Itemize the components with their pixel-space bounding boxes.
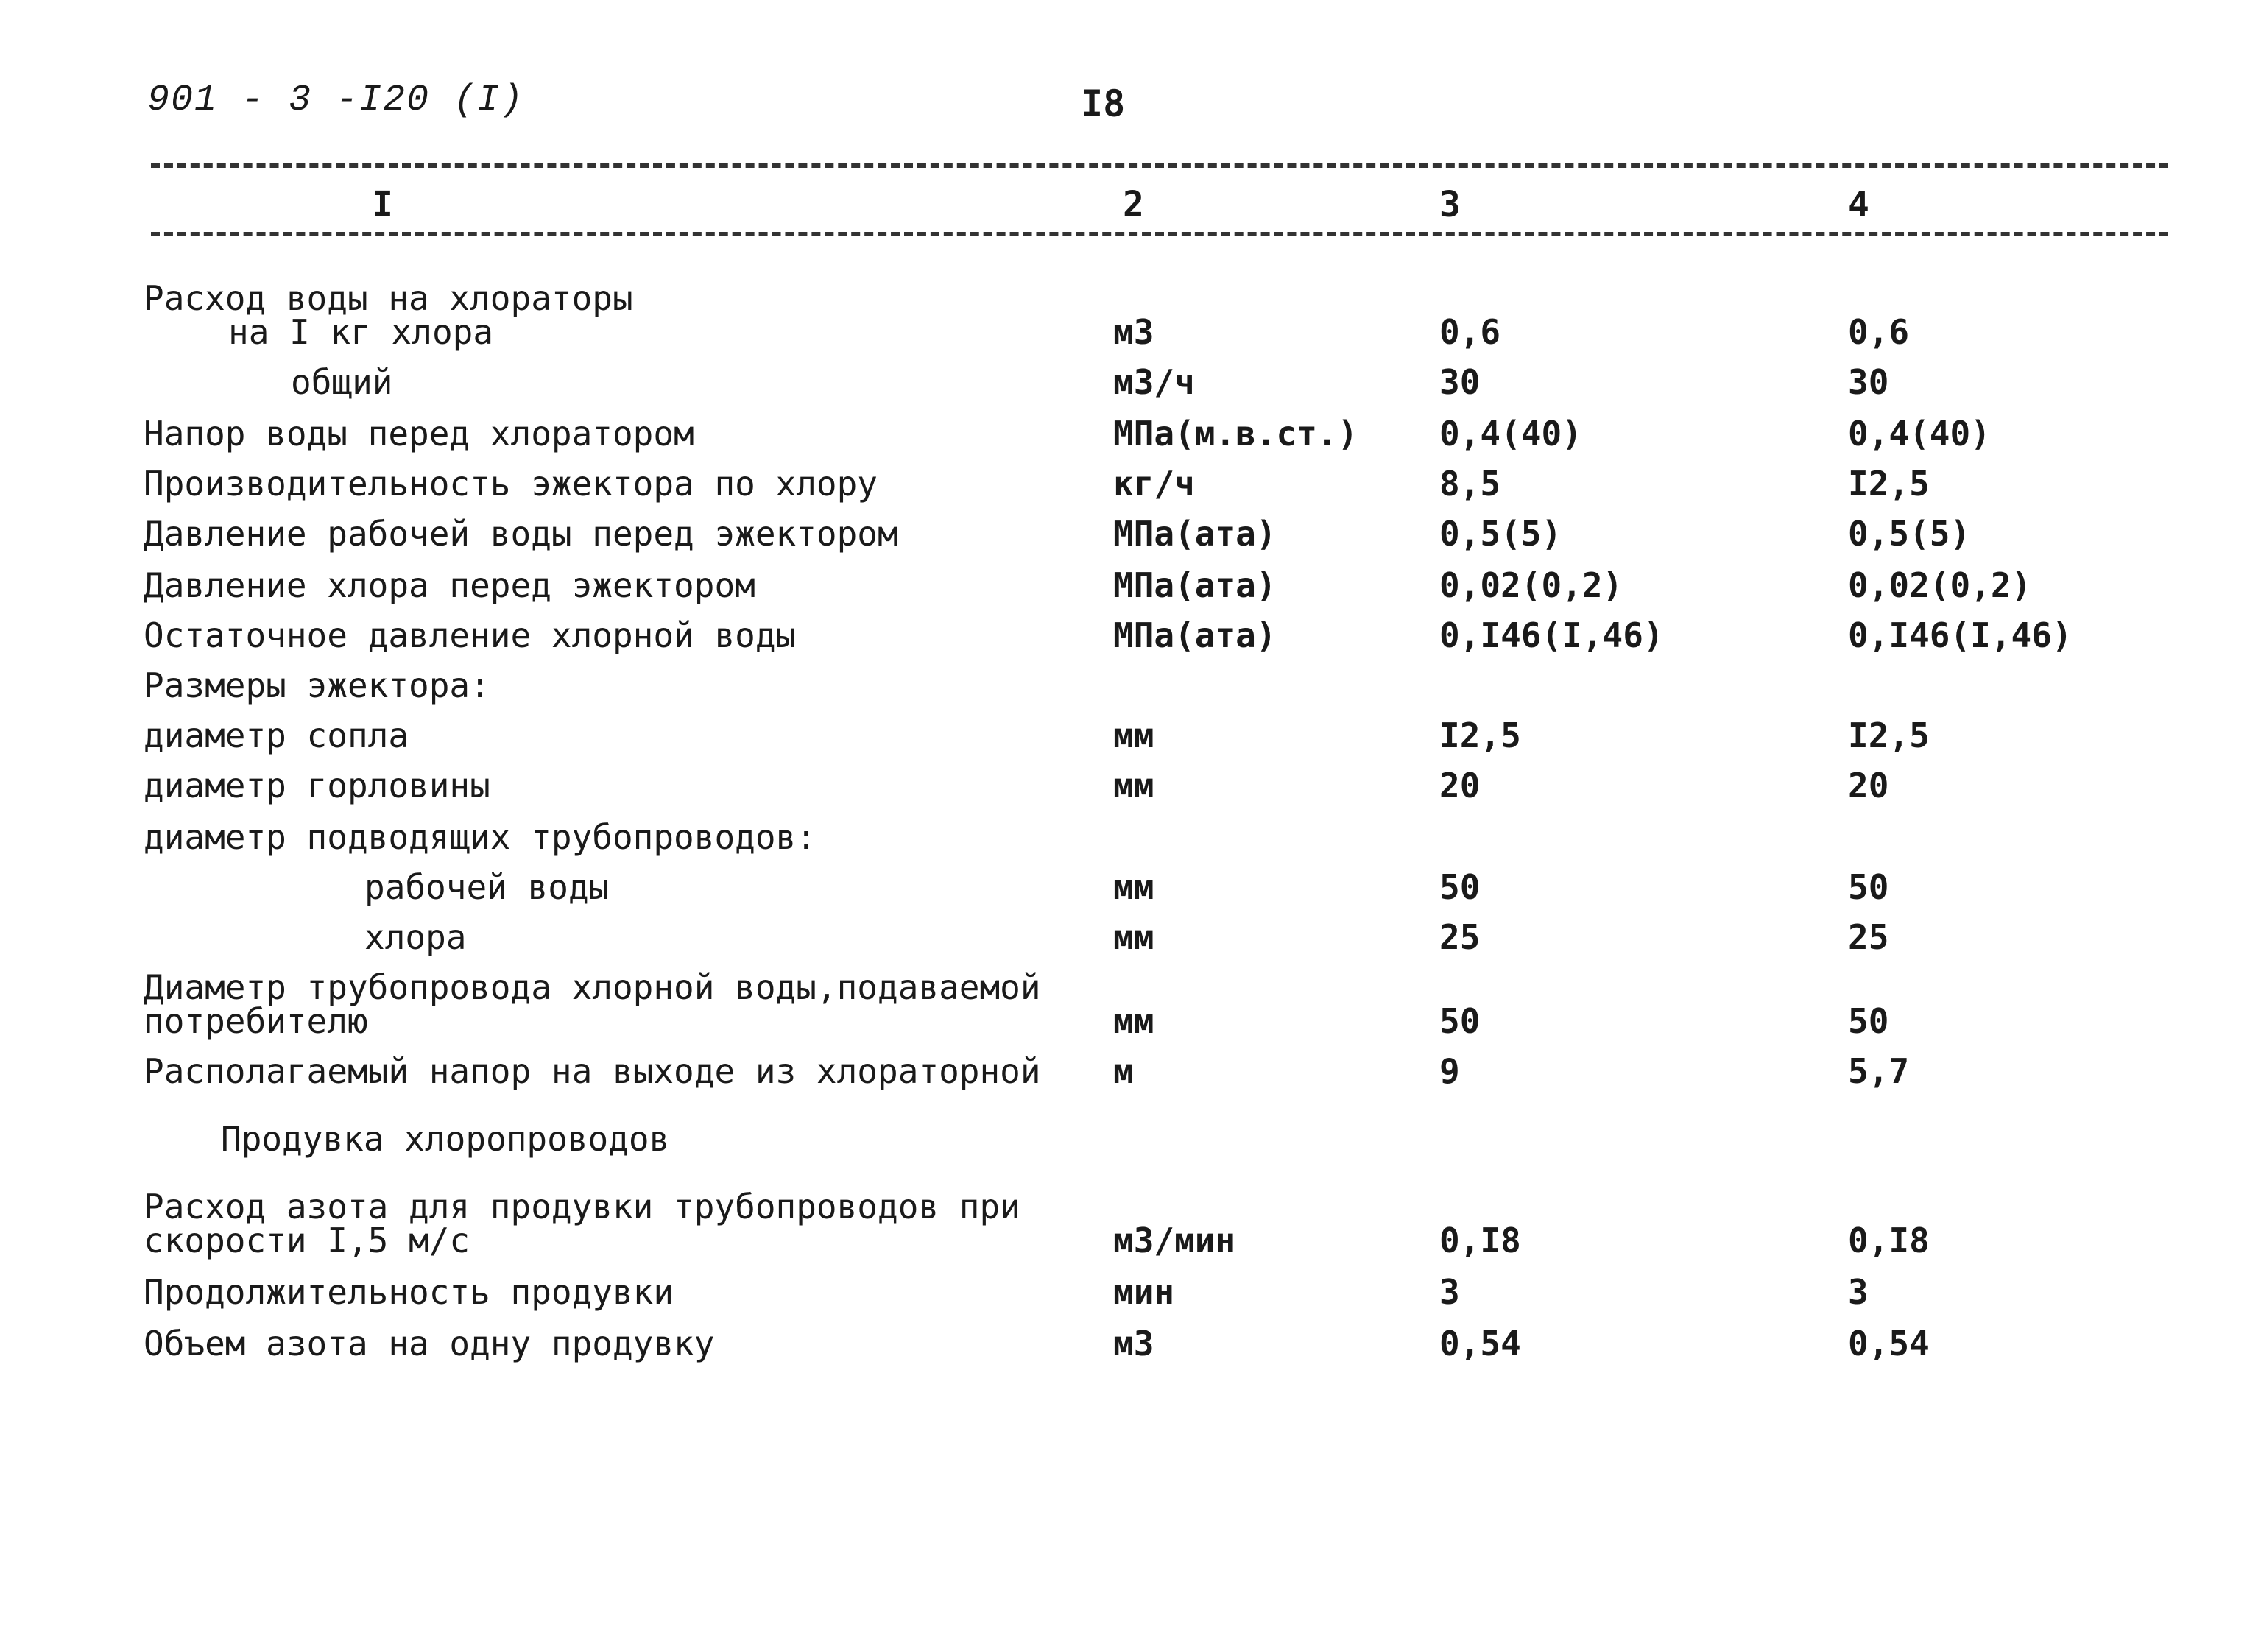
row-value-col3: 0,5(5)	[1439, 514, 1562, 554]
header-bottom-rule	[151, 232, 2168, 236]
row-unit: мм	[1113, 716, 1154, 755]
row-unit: м3/мин	[1113, 1221, 1236, 1260]
row-value-col3: 9	[1439, 1051, 1460, 1091]
row-label: Расход воды на хлораторы	[144, 278, 633, 318]
row-label: Объем азота на одну продувку	[144, 1324, 715, 1363]
row-value-col3: 0,I46(I,46)	[1439, 615, 1664, 655]
row-label: Напор воды перед хлоратором	[144, 414, 694, 453]
row-unit: мм	[1113, 1001, 1154, 1041]
row-value-col4: 0,I46(I,46)	[1848, 615, 2073, 655]
row-value-col4: 0,I8	[1848, 1221, 1930, 1260]
row-unit: МПа(м.в.ст.)	[1113, 414, 1358, 453]
row-label: Располагаемый напор на выходе из хлораторной	[144, 1051, 1041, 1091]
row-unit: мм	[1113, 917, 1154, 957]
row-value-col4: 30	[1848, 362, 1889, 402]
row-label: Остаточное давление хлорной воды	[144, 615, 797, 655]
row-unit: м3	[1113, 312, 1154, 352]
row-value-col3: 50	[1439, 867, 1481, 907]
row-label: на I кг хлора	[228, 312, 494, 352]
row-label: Размеры эжектора:	[144, 666, 490, 705]
column-header-1: I	[372, 184, 393, 225]
row-value-col4: 50	[1848, 1001, 1889, 1041]
row-label: хлора	[364, 917, 467, 957]
row-unit: м	[1113, 1051, 1134, 1091]
row-value-col3: 30	[1439, 362, 1481, 402]
document-code: 901 - 3 -I20 (I)	[147, 80, 525, 121]
row-label: общий	[291, 362, 393, 402]
row-label: диаметр подводящих трубопроводов:	[144, 817, 816, 857]
row-value-col4: 0,54	[1848, 1324, 1930, 1363]
row-value-col4: 0,4(40)	[1848, 414, 1991, 453]
row-value-col3: 0,4(40)	[1439, 414, 1582, 453]
row-label: Расход азота для продувки трубопроводов при	[144, 1187, 1020, 1226]
column-header-3: 3	[1439, 184, 1461, 225]
header-top-rule	[151, 163, 2168, 168]
row-label: скорости I,5 м/с	[144, 1221, 470, 1260]
row-value-col3: 8,5	[1439, 464, 1501, 504]
row-unit: МПа(ата)	[1113, 514, 1277, 554]
row-label: Давление рабочей воды перед эжектором	[144, 514, 898, 554]
row-label: Продолжительность продувки	[144, 1272, 674, 1312]
row-unit: МПа(ата)	[1113, 615, 1277, 655]
row-value-col4: 20	[1848, 766, 1889, 805]
row-value-col3: I2,5	[1439, 716, 1521, 755]
row-value-col4: 5,7	[1848, 1051, 1910, 1091]
row-value-col3: 50	[1439, 1001, 1481, 1041]
row-unit: мин	[1113, 1272, 1175, 1312]
section-heading: Продувка хлоропроводов	[221, 1119, 670, 1159]
row-value-col3: 0,I8	[1439, 1221, 1521, 1260]
row-value-col4: 0,6	[1848, 312, 1910, 352]
row-value-col4: 50	[1848, 867, 1889, 907]
row-label: диаметр горловины	[144, 766, 490, 805]
row-unit: МПа(ата)	[1113, 565, 1277, 605]
row-value-col3: 3	[1439, 1272, 1460, 1312]
column-header-2: 2	[1123, 184, 1144, 225]
row-value-col3: 0,6	[1439, 312, 1501, 352]
row-label: Производительность эжектора по хлору	[144, 464, 878, 504]
row-label: диаметр сопла	[144, 716, 409, 755]
row-value-col4: I2,5	[1848, 464, 1930, 504]
row-value-col3: 25	[1439, 917, 1481, 957]
row-label: потребителю	[144, 1001, 368, 1041]
row-value-col4: 3	[1848, 1272, 1869, 1312]
column-header-4: 4	[1848, 184, 1869, 225]
row-value-col4: 0,5(5)	[1848, 514, 1971, 554]
row-value-col3: 0,02(0,2)	[1439, 565, 1623, 605]
row-unit: кг/ч	[1113, 464, 1195, 504]
row-unit: м3	[1113, 1324, 1154, 1363]
row-value-col3: 20	[1439, 766, 1481, 805]
row-label: Диаметр трубопровода хлорной воды,подаваемой	[144, 967, 1041, 1007]
row-unit: м3/ч	[1113, 362, 1195, 402]
row-label: рабочей воды	[364, 867, 610, 907]
row-value-col3: 0,54	[1439, 1324, 1521, 1363]
row-value-col4: I2,5	[1848, 716, 1930, 755]
row-value-col4: 0,02(0,2)	[1848, 565, 2032, 605]
row-unit: мм	[1113, 867, 1154, 907]
row-value-col4: 25	[1848, 917, 1889, 957]
row-unit: мм	[1113, 766, 1154, 805]
row-label: Давление хлора перед эжектором	[144, 565, 755, 605]
page-number: I8	[1081, 82, 1126, 125]
